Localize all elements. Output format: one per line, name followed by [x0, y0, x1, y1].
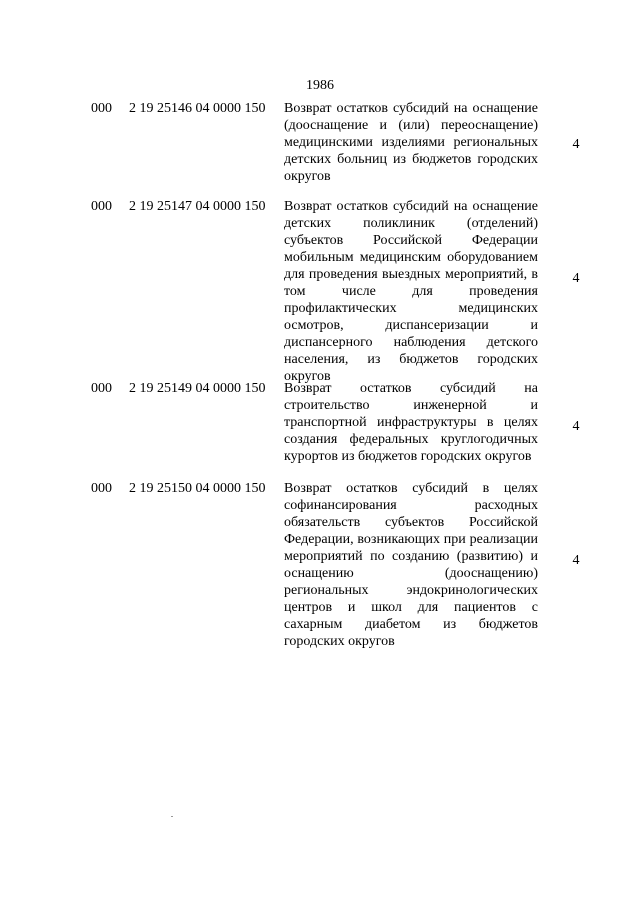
- row-value: 4: [572, 271, 580, 286]
- row-description: Возврат остатков субсидий в целях софинансирования расходных обязательств субъектов Российской Федерации, возникающих при реализации мероприятий по созданию (развитию) и оснащению (дооснащению) региональных эндокринологических центров и школ для пациентов с сахарным диабетом из бюджетов городских округов: [284, 481, 538, 649]
- scan-speck: [171, 816, 173, 817]
- budget-classification-code: 2 19 25149 04 0000 150: [129, 381, 266, 396]
- admin-code: 000: [91, 381, 112, 396]
- budget-classification-code: 2 19 25147 04 0000 150: [129, 199, 266, 214]
- admin-code: 000: [91, 101, 112, 116]
- row-description: Возврат остатков субсидий на оснащение детских поликлиник (отделений) субъектов Российской Федерации мобильным медицинским оборудованием для проведения выездных мероприятий, в том числе для проведения профилактических медицинских осмотров, диспансеризации и диспансерного наблюдения детского населения, из бюджетов городских округов: [284, 199, 538, 384]
- table-row: [0, 380, 640, 480]
- row-value: 4: [572, 419, 580, 434]
- table-row: [0, 100, 640, 198]
- row-description: Возврат остатков субсидий на оснащение (дооснащение и (или) переоснащение) медицинскими изделиями региональных детских больниц из бюджетов городских округов: [284, 101, 538, 184]
- page-number: 1986: [306, 78, 334, 93]
- row-value: 4: [572, 137, 580, 152]
- admin-code: 000: [91, 481, 112, 496]
- table-row: [0, 198, 640, 384]
- table-row: [0, 480, 640, 650]
- admin-code: 000: [91, 199, 112, 214]
- budget-code-table: [0, 100, 640, 650]
- budget-classification-code: 2 19 25146 04 0000 150: [129, 101, 266, 116]
- row-value: 4: [572, 553, 580, 568]
- budget-classification-code: 2 19 25150 04 0000 150: [129, 481, 266, 496]
- row-description: Возврат остатков субсидий на строительство инженерной и транспортной инфраструктуры в целях создания федеральных круглогодичных курортов из бюджетов городских округов: [284, 381, 538, 464]
